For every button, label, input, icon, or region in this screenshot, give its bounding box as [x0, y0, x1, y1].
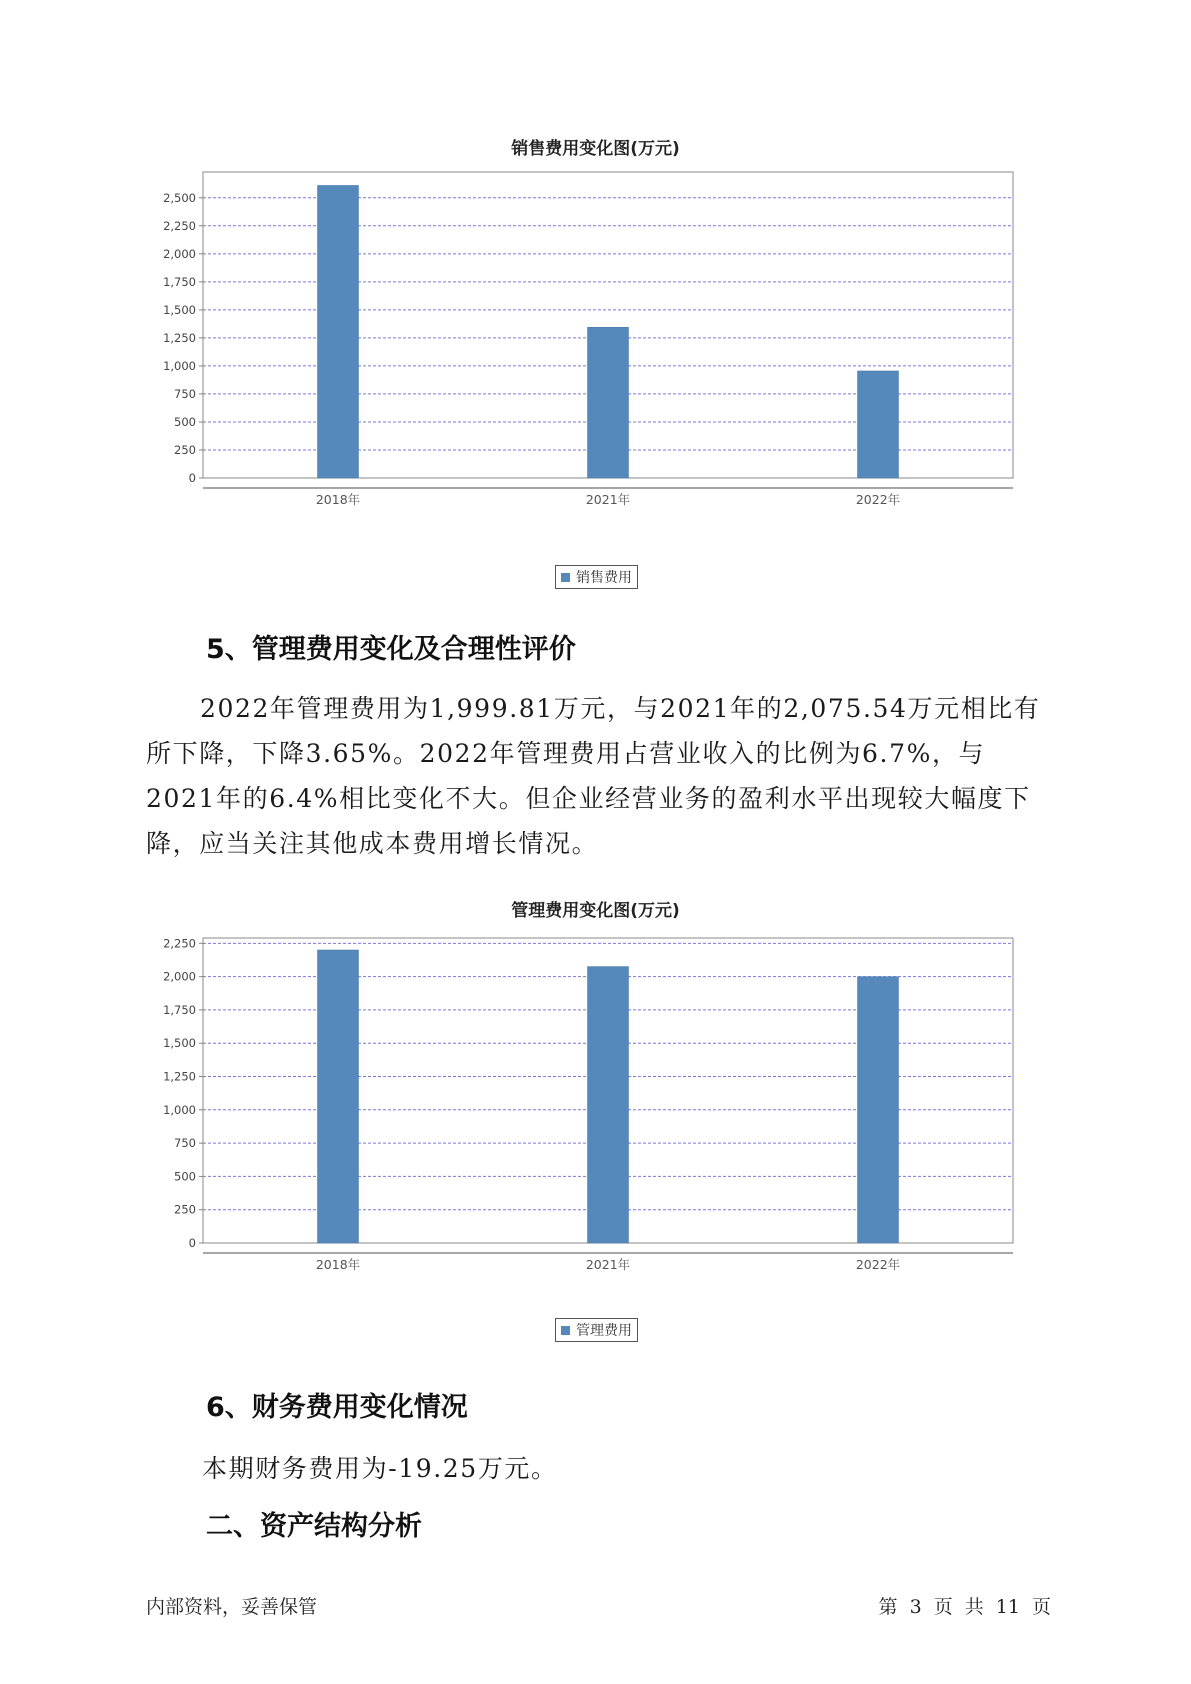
y-tick-label: 1,500	[163, 1036, 196, 1051]
x-tick-label: 2018年	[315, 492, 361, 507]
bar	[858, 977, 899, 1243]
section-5-paragraph	[146, 686, 1051, 866]
legend-swatch	[561, 573, 570, 582]
legend-label: 销售费用	[576, 570, 632, 586]
chart-legend-admin	[555, 1318, 638, 1342]
y-tick-label: 1,250	[163, 1069, 196, 1084]
legend-label: 管理费用	[576, 1323, 632, 1339]
x-tick-label: 2022年	[855, 1257, 901, 1272]
y-tick-label: 0	[188, 1236, 196, 1250]
y-tick-label: 2,250	[163, 218, 196, 233]
sales-expense-chart	[150, 170, 1030, 515]
y-tick-label: 1,000	[163, 358, 196, 373]
y-tick-label: 1,500	[163, 302, 196, 317]
y-tick-label: 2,250	[163, 936, 196, 951]
x-tick-label: 2021年	[585, 492, 631, 507]
footer-confidential-note: 内部资料，妥善保管	[146, 1596, 318, 1618]
bar	[318, 950, 359, 1243]
y-tick-label: 2,000	[163, 969, 196, 984]
y-tick-label: 250	[174, 1202, 196, 1217]
y-tick-label: 750	[174, 386, 196, 401]
y-tick-label: 1,250	[163, 330, 196, 345]
y-tick-label: 1,000	[163, 1102, 196, 1117]
y-tick-label: 0	[188, 471, 196, 485]
y-tick-label: 2,500	[163, 190, 196, 205]
section-6-text: 本期财务费用为-19.25万元。	[202, 1454, 558, 1483]
chart-title-sales: 销售费用变化图(万元)	[511, 139, 680, 159]
chart-title-admin: 管理费用变化图(万元)	[511, 901, 680, 921]
bar	[588, 327, 629, 478]
x-tick-label: 2018年	[315, 1257, 361, 1272]
admin-expense-chart	[150, 935, 1030, 1275]
section-two-heading: 二、资产结构分析	[206, 1511, 422, 1542]
bar	[588, 967, 629, 1243]
paragraph-text: 2022年管理费用为1,999.81万元，与2021年的2,075.54万元相比有所下降，下降3.65%。2022年管理费用占营业收入的比例为6.7%，与2021年的6.4%相比变化不大。但企业经营业务的盈利水平出现较大幅度下降，应当关注其他成本费用增长情况。	[146, 694, 1041, 858]
y-tick-label: 2,000	[163, 246, 196, 261]
x-tick-label: 2021年	[585, 1257, 631, 1272]
bar	[858, 371, 899, 478]
y-tick-label: 750	[174, 1136, 196, 1151]
section-5-heading: 5、管理费用变化及合理性评价	[206, 634, 576, 665]
x-tick-label: 2022年	[855, 492, 901, 507]
y-tick-label: 500	[174, 414, 196, 429]
bar	[318, 185, 359, 478]
y-tick-label: 1,750	[163, 274, 196, 289]
legend-swatch	[561, 1326, 570, 1335]
chart-legend-sales	[555, 565, 638, 589]
section-6-heading: 6、财务费用变化情况	[206, 1392, 468, 1423]
y-tick-label: 250	[174, 442, 196, 457]
footer-page-number: 第 3 页 共 11 页	[878, 1596, 1051, 1618]
y-tick-label: 500	[174, 1169, 196, 1184]
y-tick-label: 1,750	[163, 1002, 196, 1017]
